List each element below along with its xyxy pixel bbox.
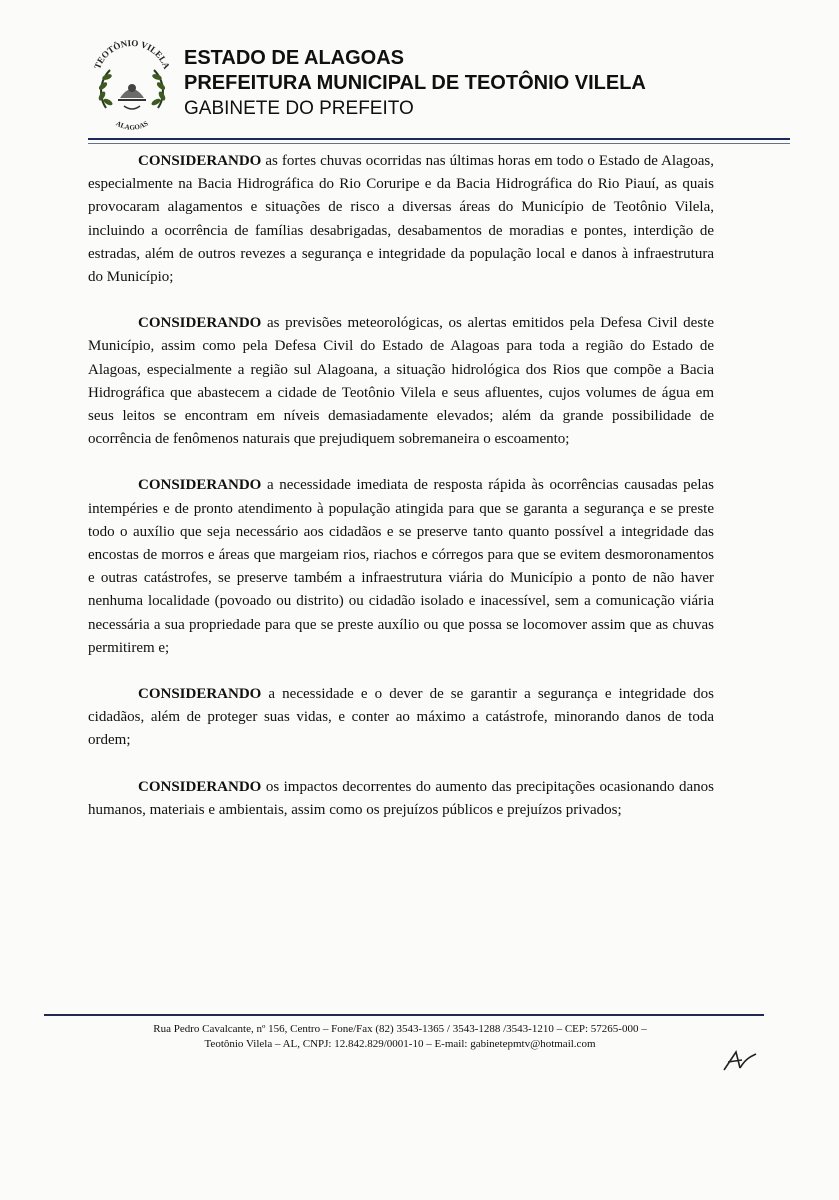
cabinet-title: GABINETE DO PREFEITO: [184, 98, 414, 119]
paragraph-lead: CONSIDERANDO: [138, 315, 262, 332]
paragraph-text: a necessidade e o dever de se garantir a segurança e integridade dos cidadãos, além de proteger suas vidas, e conter ao máximo a catástrofe, minorando danos de toda ordem;: [88, 686, 714, 749]
svg-text:ALAGOAS: ALAGOAS: [114, 119, 150, 132]
paragraph-text: as fortes chuvas ocorridas nas últimas horas em todo o Estado de Alagoas, especialmente na Bacia Hidrográfica do Rio Coruripe e da Bacia Hidrográfica do Rio Piauí, as quais provocaram alagamentos e situações de risco a diversas áreas do Município de Teotônio Vilela, incluindo a ocorrência de famílias desabrigadas, desabamentos de moradias e pontes, interdição de estradas, além de outros revezes a segurança e integridade da população local e danos à infraestrutura do Município;: [88, 153, 714, 286]
paragraph: [88, 776, 714, 822]
paragraph-lead: CONSIDERANDO: [138, 778, 262, 795]
paragraph-text: a necessidade imediata de resposta rápida às ocorrências causadas pelas intempéries e de pronto atendimento à população atingida para que se garanta a segurança e se preste todo o auxílio que seja necessário aos cidadãos e se preserve tanto quanto possível a integridade das encostas de morros e áreas que margeiam rios, riachos e córregos para que se evitem desmoronamentos e outras catástrofes, se preserve também a infraestrutura viária do Município a ponto de não haver nenhuma localidade (povoado ou distrito) ou cidadão isolado e inacessível, sem a comunicação viária necessária a sua propriedade para que se preste auxílio ou que possa se locomover assim que as chuvas permitirem e;: [88, 477, 714, 656]
letterhead: [88, 36, 788, 136]
paragraph-lead: CONSIDERANDO: [138, 153, 262, 169]
header-divider-thin: [88, 143, 790, 144]
paragraph-lead: CONSIDERANDO: [138, 477, 262, 494]
letterhead-text: [184, 46, 646, 122]
paragraph: [88, 150, 714, 289]
paragraph: [88, 474, 714, 660]
footer-address: [80, 1022, 720, 1052]
footer-divider: [44, 1014, 764, 1016]
municipal-seal-logo: [88, 36, 176, 132]
header-divider: [88, 138, 790, 140]
footer-line: Teotônio Vilela – AL, CNPJ: 12.842.829/0001-10 – E-mail: gabinetepmtv@hotmail.com: [204, 1038, 596, 1050]
paragraph-lead: CONSIDERANDO: [138, 686, 262, 703]
paragraph-text: os impactos decorrentes do aumento das precipitações ocasionando danos humanos, materiais e ambientais, assim como os prejuízos públicos e prejuízos privados;: [88, 778, 714, 818]
paragraph: [88, 683, 714, 753]
paragraph: [88, 312, 714, 451]
document-body: [88, 150, 714, 822]
svg-text:TEOTÔNIO VILELA: TEOTÔNIO VILELA: [92, 37, 172, 71]
state-title: ESTADO DE ALAGOAS: [184, 47, 405, 69]
paragraph-text: as previsões meteorológicas, os alertas emitidos pela Defesa Civil deste Município, assim como pela Defesa Civil do Estado de Alagoas para toda a região do Estado de Alagoas, especialmente a região sul Alagoana, a situação hidrológica dos Rios que compõe a Bacia Hidrográfica que abastecem a cidade de Teotônio Vilela e seus afluentes, cujos volumes de água em seus leitos se encontram em níveis demasiadamente elevados; além da grande possibilidade de ocorrência de fenômenos naturais que prejudiquem sobremaneira o escoamento;: [88, 315, 714, 448]
footer-line: Rua Pedro Cavalcante, nº 156, Centro – Fone/Fax (82) 3543-1365 / 3543-1288 /3543-1210 – CEP: 57265-000 –: [153, 1023, 647, 1035]
handwritten-initials: [720, 1046, 760, 1076]
prefecture-title: PREFEITURA MUNICIPAL DE TEOTÔNIO VILELA: [184, 72, 646, 94]
